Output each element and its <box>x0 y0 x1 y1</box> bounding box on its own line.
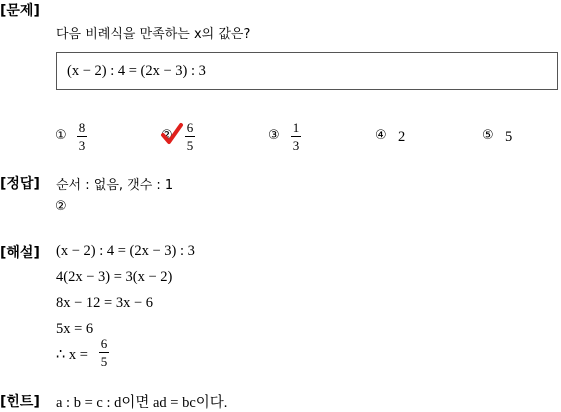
fraction-bar <box>291 136 301 137</box>
checkmark-icon <box>160 122 184 146</box>
choice-1-fraction <box>77 120 87 153</box>
choice-4-value: 2 <box>398 129 406 145</box>
solution-line-2: 4(2x − 3) = 3(x − 2) <box>56 269 173 285</box>
solution-line-3: 8x − 12 = 3x − 6 <box>56 295 154 311</box>
choice-2-denominator: 5 <box>186 138 194 153</box>
answer-label: [정답] <box>0 176 40 192</box>
choice-1-denominator: 3 <box>78 138 86 153</box>
solution-final-prefix: ∴ x = <box>56 347 88 363</box>
fraction-bar <box>99 352 109 353</box>
hint-text: a : b = c : d이면 ad = bc이다. <box>56 395 228 411</box>
solution-label: [해설] <box>0 245 40 261</box>
choice-3-denominator: 3 <box>292 138 300 153</box>
hint-label: [힌트] <box>0 394 40 410</box>
equation-box <box>56 52 558 90</box>
choice-3-fraction <box>291 120 301 153</box>
solution-line-4: 5x = 6 <box>56 321 94 337</box>
fraction-bar <box>77 136 87 137</box>
choice-4-marker[interactable]: ④ <box>375 128 387 143</box>
choice-5-value: 5 <box>505 129 513 145</box>
final-denominator: 5 <box>100 354 108 369</box>
choice-2-numerator: 6 <box>186 120 194 135</box>
fraction-bar <box>185 136 195 137</box>
choice-1-numerator: 8 <box>78 120 86 135</box>
solution-final-fraction <box>99 336 109 369</box>
problem-label: [문제] <box>0 3 40 19</box>
answer-value: ② <box>55 199 67 214</box>
solution-line-1: (x − 2) : 4 = (2x − 3) : 3 <box>56 243 195 259</box>
equation-text: (x − 2) : 4 = (2x − 3) : 3 <box>67 63 206 79</box>
choice-2-fraction <box>185 120 195 153</box>
choice-5-marker[interactable]: ⑤ <box>482 128 494 143</box>
choice-1-marker[interactable]: ① <box>55 128 67 143</box>
choice-3-numerator: 1 <box>292 120 300 135</box>
question-text: 다음 비례식을 만족하는 x의 값은? <box>56 27 251 42</box>
choice-3-marker[interactable]: ③ <box>268 128 280 143</box>
answer-meta: 순서 : 없음, 갯수 : 1 <box>56 178 174 193</box>
final-numerator: 6 <box>100 336 108 351</box>
choice-2-marker[interactable]: ② <box>161 128 173 143</box>
